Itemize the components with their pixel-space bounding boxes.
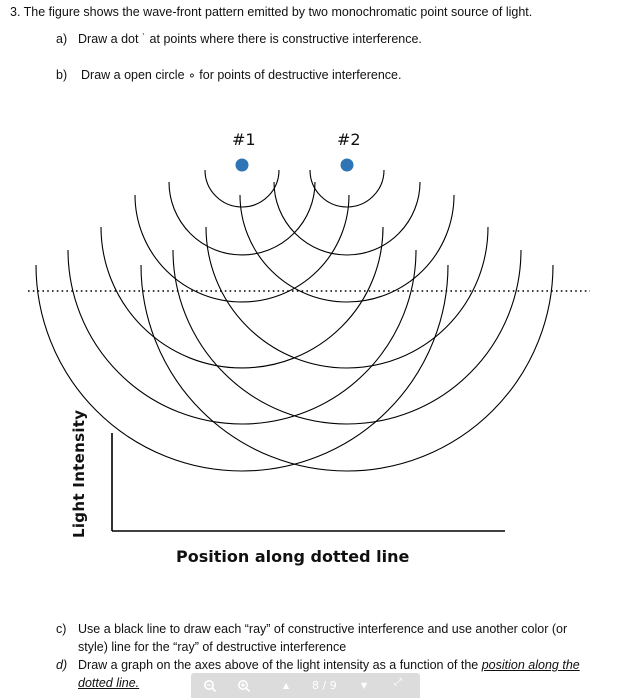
- wave-front-arc: [173, 250, 521, 424]
- graph-x-label: Position along dotted line: [176, 547, 410, 566]
- viewer-toolbar: [191, 673, 420, 698]
- part-b-text: Draw a open circle ∘ for points of destructive interference.: [81, 68, 402, 82]
- source-2-dot: [341, 159, 354, 172]
- part-d-letter: d): [56, 658, 68, 672]
- part-d-text-line2: dotted line.: [78, 676, 140, 690]
- next-page-icon[interactable]: ▼: [361, 681, 368, 690]
- wave-front-arc: [205, 170, 279, 207]
- page-indicator: 8 / 9: [312, 679, 337, 692]
- previous-page-icon[interactable]: ▲: [283, 681, 290, 690]
- part-d-text-line1: [78, 657, 580, 673]
- zoom-out-icon[interactable]: [203, 679, 217, 696]
- part-b-letter: b): [56, 68, 68, 82]
- part-c-text-line2: style) line for the “ray” of destructive interference: [78, 640, 347, 654]
- part-c-letter: c): [56, 622, 67, 636]
- part-d-text-underlined: position along the: [481, 658, 580, 672]
- wave-front-arc: [310, 170, 384, 207]
- part-d-text-pre: Draw a graph on the axes above of the light intensity as a function of the: [78, 658, 482, 672]
- zoom-in-icon[interactable]: [237, 679, 251, 696]
- wave-front-arc: [274, 182, 420, 255]
- wave-front-arc: [169, 182, 315, 255]
- part-c-text-line1: Use a black line to draw each “ray” of constructive interference and use another color (or: [78, 622, 568, 636]
- question-heading: 3. The figure shows the wave-front pattern emitted by two monochromatic point source of light.: [10, 5, 533, 19]
- wave-front-arc: [68, 250, 416, 424]
- graph-y-label: Light Intensity: [70, 409, 88, 538]
- part-a-letter: a): [56, 32, 68, 46]
- source-1-dot: [236, 159, 249, 172]
- source-1-label: #1: [232, 130, 256, 149]
- part-a-text: Draw a dot ˙ at points where there is constructive interference.: [78, 32, 422, 46]
- fullscreen-icon[interactable]: ⤢: [394, 677, 402, 688]
- source-2-label: #2: [337, 130, 361, 149]
